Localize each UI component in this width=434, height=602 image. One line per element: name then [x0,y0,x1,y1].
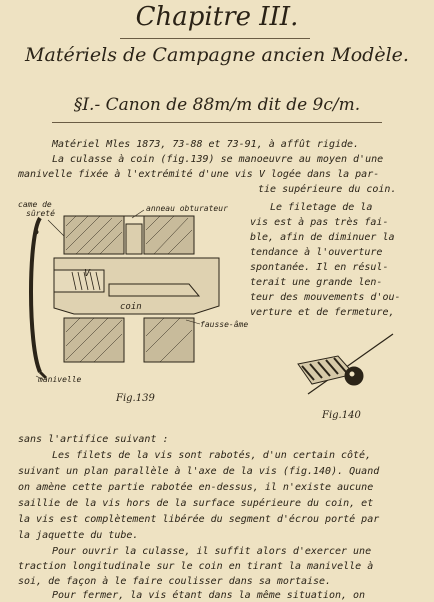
figure-140-caption: Fig.140 [322,410,361,421]
figure-139-breech-diagram [14,196,254,396]
text-line: terait une grande len- [250,277,383,288]
label-anneau-obturateur: anneau obturateur [146,204,228,213]
text-line: tendance à l'ouverture [250,247,383,258]
text-line: Matériel Mles 1873, 73-88 et 73-91, à affût rigide. [52,139,360,150]
text-line: teur des mouvements d'ou- [250,292,401,303]
text-line: la jaquette du tube. [18,530,139,541]
chapter-underline [120,38,310,39]
text-line: tie supérieure du coin. [258,184,397,195]
label-surete: sûreté [26,209,55,218]
text-line: manivelle fixée à l'extrémité d'une vis V logée dans la par- [18,169,380,180]
text-line: Le filetage de la [270,202,373,213]
label-coin: coin [120,302,142,312]
text-line: la vis est complètement libérée du segment d'écrou porté par [18,514,380,525]
label-fausse-ame: fausse-âme [200,320,249,329]
text-line: Les filets de la vis sont rabotés, d'un certain côté, [52,450,372,461]
text-line: soi, de façon à le faire coulisser dans sa mortaise. [18,576,332,587]
text-line: sans l'artifice suivant : [18,434,169,445]
text-line: spontanée. Il en résul- [250,262,389,273]
figure-139-caption: Fig.139 [116,393,155,404]
text-line: traction longitudinale sur le coin en tirant la manivelle à [18,561,374,572]
text-line: ble, afin de diminuer la [250,232,395,243]
text-line: saillie de la vis hors de la surface supérieure du coin, et [18,498,374,509]
label-manivelle: manivelle [38,375,82,384]
text-line: vis est à pas très fai- [250,217,389,228]
text-line: suivant un plan parallèle à l'axe de la vis (fig.140). Quand [18,466,380,477]
label-came: came de [18,200,52,209]
chapter-title: Chapitre III. [135,2,299,32]
text-line: on amène cette partie rabotée en-dessus, il n'existe aucune [18,482,374,493]
text-line: Pour fermer, la vis étant dans la même situation, on [52,590,366,601]
section-heading: §I.- Canon de 88m/m dit de 9c/m. [73,95,361,115]
chapter-subtitle: Matériels de Campagne ancien Modèle. [25,44,409,66]
text-line: verture et de fermeture, [250,307,395,318]
label-v: V [84,268,91,279]
text-line: La culasse à coin (fig.139) se manoeuvre au moyen d'une [52,154,384,165]
section-underline [52,122,382,123]
text-line: Pour ouvrir la culasse, il suffit alors d'exercer une [52,546,372,557]
figure-140-screw-diagram [288,330,398,410]
